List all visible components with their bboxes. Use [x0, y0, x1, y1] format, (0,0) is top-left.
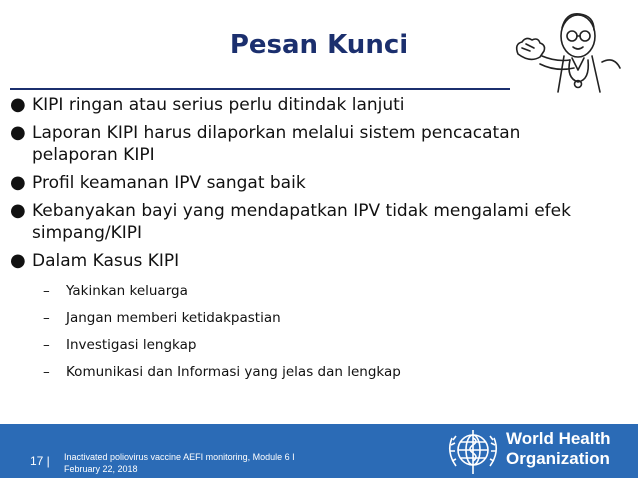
bullet-icon: ●	[10, 200, 26, 221]
bullet-icon: ●	[10, 122, 26, 143]
sub-bullet-text: Komunikasi dan Informasi yang jelas dan lengkap	[66, 364, 401, 380]
list-item	[10, 250, 610, 272]
bullet-text: Laporan KIPI harus dilaporkan melalui sistem pencacatan pelaporan KIPI	[32, 123, 521, 165]
bullet-icon: ●	[10, 94, 26, 115]
dash-icon: –	[43, 337, 50, 353]
who-name-line1: World Health	[506, 429, 611, 448]
sub-bullet-text: Jangan memberi ketidakpastian	[66, 310, 281, 326]
sub-list-item	[43, 282, 610, 300]
bullet-list	[10, 94, 610, 390]
sub-list-item	[43, 336, 610, 354]
who-name	[506, 429, 611, 469]
bullet-text: Kebanyakan bayi yang mendapatkan IPV tidak mengalami efek simpang/KIPI	[32, 201, 571, 243]
footer-caption	[64, 451, 295, 475]
who-emblem-icon	[444, 426, 502, 476]
who-logo	[444, 426, 634, 476]
page-number: 17 |	[30, 454, 50, 468]
bullet-text: Profil keamanan IPV sangat baik	[32, 173, 306, 193]
list-item	[10, 172, 610, 194]
sub-bullet-text: Yakinkan keluarga	[66, 283, 188, 299]
title-underline	[10, 88, 510, 90]
list-item	[10, 122, 610, 166]
slide-title: Pesan Kunci	[229, 30, 409, 60]
footer-module-line: Inactivated poliovirus vaccine AEFI monitoring, Module 6 I	[64, 452, 295, 462]
doctor-with-stethoscope-icon	[510, 6, 630, 94]
list-item	[10, 200, 610, 244]
sub-list-item	[43, 309, 610, 327]
bullet-text: Dalam Kasus KIPI	[32, 251, 180, 271]
footer-bar	[0, 424, 638, 478]
dash-icon: –	[43, 364, 50, 380]
bullet-icon: ●	[10, 250, 26, 271]
list-item	[10, 94, 610, 116]
bullet-text: KIPI ringan atau serius perlu ditindak lanjuti	[32, 95, 405, 115]
sub-bullet-text: Investigasi lengkap	[66, 337, 197, 353]
dash-icon: –	[43, 283, 50, 299]
who-name-line2: Organization	[506, 449, 610, 468]
footer-date: February 22, 2018	[64, 464, 138, 474]
dash-icon: –	[43, 310, 50, 326]
sub-list-item	[43, 363, 610, 381]
bullet-icon: ●	[10, 172, 26, 193]
